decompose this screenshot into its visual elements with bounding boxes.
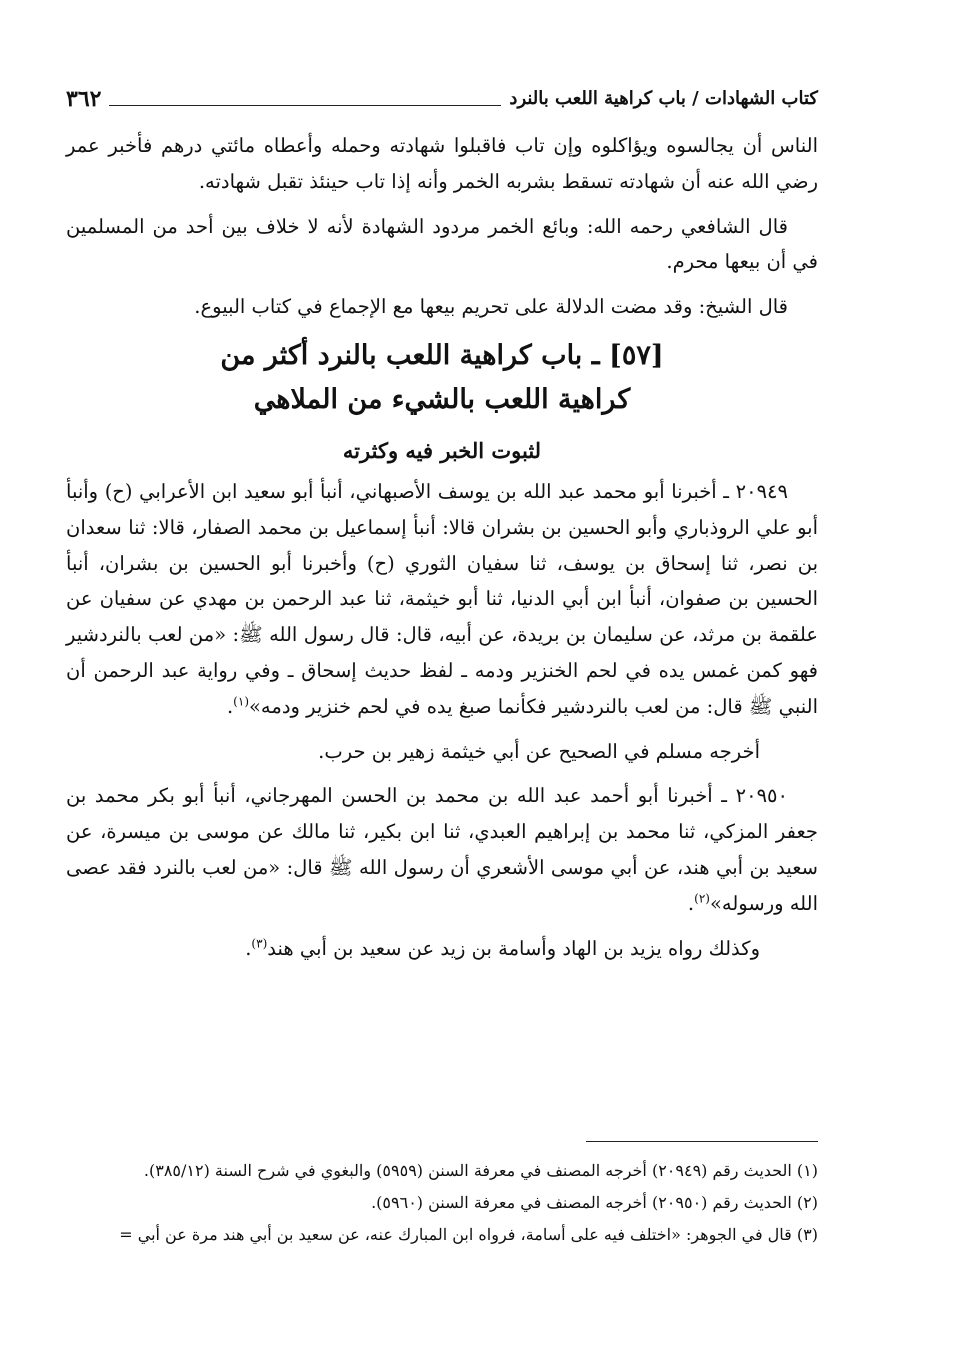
hadith-20949-text: ٢٠٩٤٩ ـ أخبرنا أبو محمد عبد الله بن يوسف الأصبهاني، أنبأ أبو سعيد ابن الأعرابي (ح) وأنبأ أبو علي الروذباري وأبو الحسين بن بشران قالا: أنبأ إسماعيل بن محمد الصفار، قالا: ثنا سعدان بن نصر، ثنا إسحاق بن يوسف، ثنا سفيان الثوري (ح) وأخبرنا أبو الحسين بن بشران، أنبأ الحسين بن صفوان، أنبأ ابن أبي الدنيا، ثنا أبو خيثمة، ثنا عبد الرحمن بن مهدي عن سفيان عن علقمة بن مرثد، عن سليمان بن بريدة، عن أبيه، قال: قال رسول الله ﷺ: «من لعب بالنردشير فهو كمن غمس يده في لحم الخنزير ودمه ـ لفظ حديث إسحاق ـ وفي رواية عبد الرحمن أن النبي ﷺ قال: من لعب بالنردشير فكأنما صبغ يده في لحم خنزير ودمه» — [66, 479, 818, 718]
footnote-ref-2: (٢) — [694, 891, 710, 906]
takhrij-20949: أخرجه مسلم في الصحيح عن أبي خيثمة زهير بن حرب. — [318, 739, 760, 763]
header-title: كتاب الشهادات / باب كراهية اللعب بالنرد — [509, 88, 818, 109]
footnote-1: (١) الحديث رقم (٢٠٩٤٩) أخرجه المصنف في معرفة السنن (٥٩٥٩) والبغوي في شرح السنة (٣٨٥/١٢). — [143, 1161, 818, 1180]
main-text — [66, 128, 818, 975]
followup-text: وكذلك رواه يزيد بن الهاد وأسامة بن زيد عن سعيد بن أبي هند — [267, 936, 760, 960]
footnote-ref-1: (١) — [233, 694, 249, 709]
footnote-separator — [586, 1141, 818, 1142]
paragraph-3: قال الشيخ: وقد مضت الدلالة على تحريم بيعها مع الإجماع في كتاب البيوع. — [194, 295, 788, 319]
footnotes — [66, 1156, 818, 1252]
paragraph-1: الناس أن يجالسوه ويؤاكلوه وإن تاب فاقبلوا شهادته وحمله وأعطاه مائتي درهم فأخبر عمر رضي الله عنه أن شهادته تسقط بشربه الخمر وأنه إذا تاب حينئذ تقبل شهادته. — [66, 134, 818, 193]
footnote-3: (٣) قال في الجوهر: «اختلف فيه على أسامة، فرواه ابن المبارك عنه، عن سعيد بن أبي هند مرة عن أبي = — [119, 1225, 818, 1244]
footnote-2: (٢) الحديث رقم (٢٠٩٥٠) أخرجه المصنف في معرفة السنن (٥٩٦٠). — [371, 1193, 818, 1212]
page-number: ٣٦٢ — [66, 86, 102, 112]
hadith-20950-end: . — [687, 891, 695, 915]
footnote-ref-3: (٣) — [251, 936, 268, 951]
paragraph-2: قال الشافعي رحمه الله: وبائع الخمر مردود الشهادة لأنه لا خلاف بين أحد من المسلمين في أن بيعها محرم. — [66, 214, 818, 274]
chapter-subtitle: لثبوت الخبر فيه وكثرته — [342, 437, 542, 463]
followup-end: . — [245, 936, 252, 960]
chapter-heading-line-1: [٥٧] ـ باب كراهية اللعب بالنرد أكثر من — [220, 339, 664, 371]
chapter-heading — [66, 334, 818, 422]
followup-20950 — [66, 931, 818, 967]
hadith-20950 — [66, 778, 818, 921]
hadith-20949-end: . — [226, 694, 234, 718]
running-header — [66, 82, 818, 112]
hadith-20949 — [66, 474, 818, 725]
header-rule — [109, 105, 501, 106]
chapter-heading-line-2: كراهية اللعب بالشيء من الملاهي — [253, 383, 631, 415]
hadith-20950-text: ٢٠٩٥٠ ـ أخبرنا أبو أحمد عبد الله بن محمد بن الحسن المهرجاني، أنبأ أبو بكر محمد بن جعفر المزكي، ثنا محمد بن إبراهيم العبدي، ثنا ابن بكير، ثنا مالك عن موسى بن ميسرة، عن سعيد بن أبي هند، عن أبي موسى الأشعري أن رسول الله ﷺ قال: «من لعب بالنرد فقد عصى الله ورسوله» — [66, 784, 818, 915]
